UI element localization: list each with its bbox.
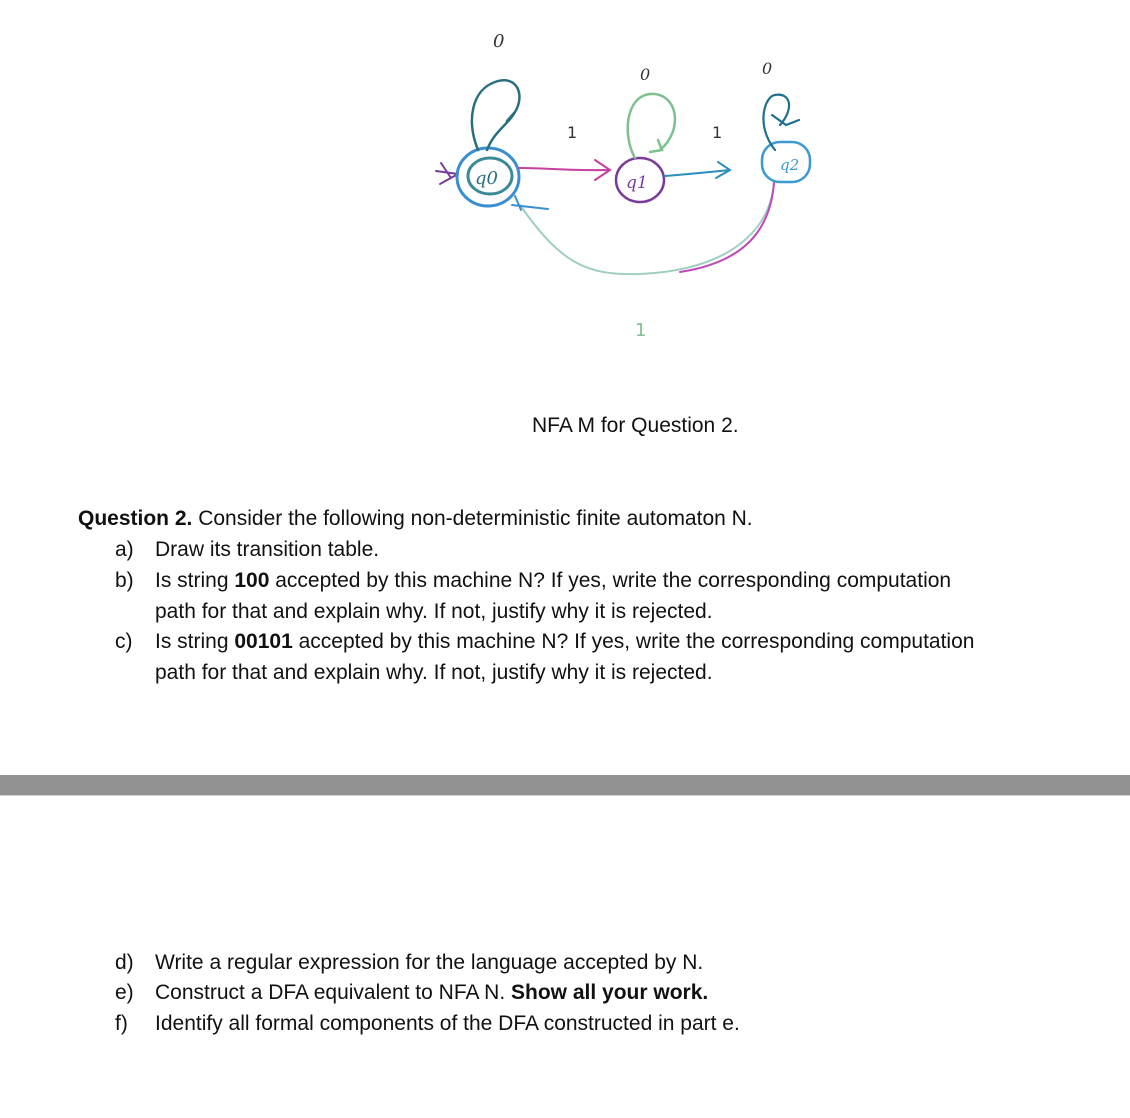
item-d [115, 948, 703, 979]
item-c [115, 627, 974, 688]
item-e-label: e) [115, 981, 134, 1004]
question-intro: Consider the following non-deterministic finite automaton N. [192, 507, 753, 530]
loop-q1-symbol: 0 [640, 65, 651, 84]
state-q1 [616, 158, 664, 202]
loop-q1 [628, 94, 675, 158]
loop-q0 [472, 80, 519, 150]
item-b-pre: Is string [155, 569, 235, 592]
loop-q2-symbol: 0 [762, 59, 773, 78]
edge-q0-q1 [519, 160, 610, 180]
item-a [115, 535, 379, 566]
state-q1-label: q1 [626, 173, 648, 193]
edge-q1-q2-symbol: 1 [712, 123, 723, 142]
state-q0-label: q0 [475, 168, 498, 189]
item-b-line2: path for that and explain why. If not, justify why it is rejected. [155, 599, 713, 623]
question-heading [78, 504, 753, 535]
item-e-bold: Show all your work. [511, 981, 709, 1004]
item-d-label: d) [115, 951, 134, 974]
question-number: Question 2. [78, 507, 193, 530]
nfa-diagram [0, 0, 1130, 460]
item-c-string: 00101 [234, 630, 293, 653]
edge-q2-q0-overlay [680, 183, 774, 272]
item-b-string: 100 [234, 569, 270, 592]
edge-q2-q0-symbol: 1 [635, 320, 647, 341]
start-arrow [436, 163, 458, 184]
edge-q2-q0-arrowhead [512, 196, 548, 210]
edge-q2-q0 [520, 183, 774, 274]
item-a-text: Draw its transition table. [155, 538, 380, 561]
edge-q0-q1-symbol: 1 [567, 123, 578, 142]
state-q0 [457, 148, 519, 206]
item-c-line2: path for that and explain why. If not, justify why it is rejected. [155, 660, 713, 684]
item-c-pre: Is string [155, 630, 235, 653]
page-divider [0, 775, 1130, 796]
item-c-post: accepted by this machine N? If yes, write the corresponding computation [292, 630, 975, 653]
item-a-label: a) [115, 538, 134, 561]
item-b [115, 566, 951, 627]
state-q2-label: q2 [780, 156, 800, 174]
item-f-label: f) [115, 1012, 128, 1035]
item-b-label: b) [115, 569, 134, 592]
figure-caption: NFA M for Question 2. [532, 414, 739, 437]
loop-q0-symbol: 0 [493, 31, 505, 52]
item-f-text: Identify all formal components of the DFA constructed in part e. [155, 1012, 740, 1035]
item-d-text: Write a regular expression for the language accepted by N. [155, 951, 704, 974]
state-q2 [762, 142, 810, 182]
item-e [115, 978, 708, 1009]
edge-q1-q2 [665, 162, 730, 178]
item-b-post: accepted by this machine N? If yes, write the corresponding computation [269, 569, 952, 592]
item-f [115, 1009, 740, 1040]
item-c-label: c) [115, 630, 133, 653]
item-e-text: Construct a DFA equivalent to NFA N. [155, 981, 512, 1004]
